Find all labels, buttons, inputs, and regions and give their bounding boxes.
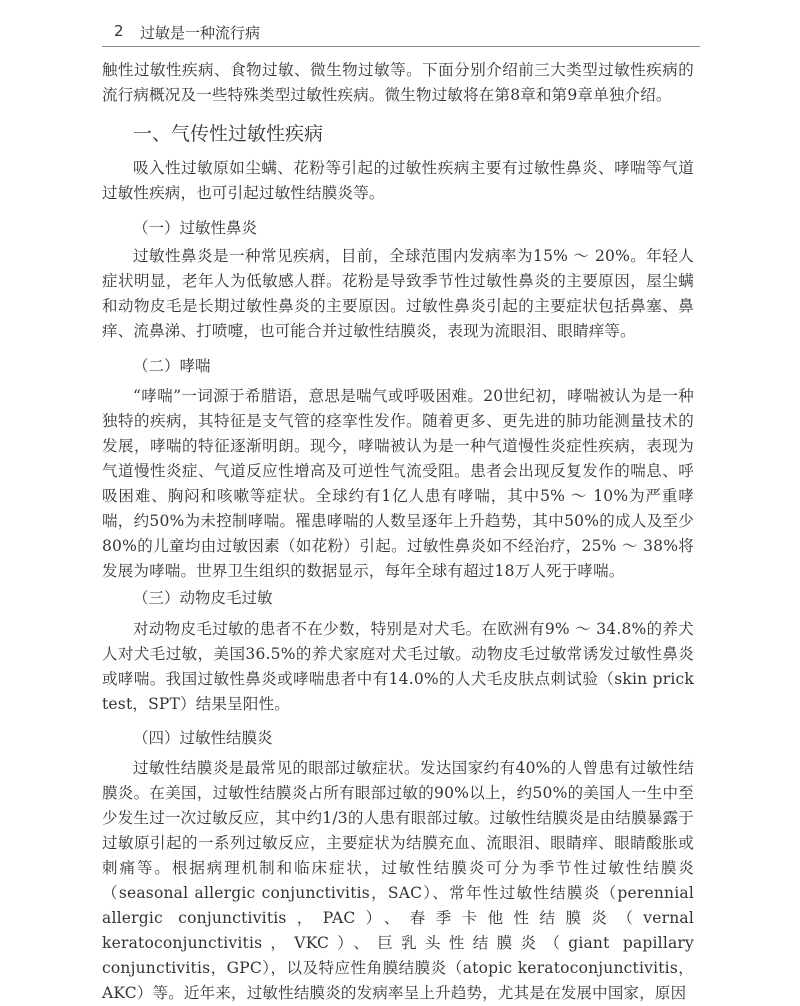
subsection-heading-animal-dander: （三）动物皮毛过敏 xyxy=(133,589,273,607)
page-number: 2 xyxy=(114,22,124,40)
page-header xyxy=(102,20,700,47)
running-title: 过敏是一种流行病 xyxy=(140,24,261,42)
section-heading-airborne: 一、气传性过敏性疾病 xyxy=(133,123,324,145)
rhinitis-paragraph: 过敏性鼻炎是一种常见疾病，目前，全球范围内发病率为15% ～ 20%。年轻人症状明显，老年人为低敏感人群。花粉是导致季节性过敏性鼻炎的主要原因，屋尘螨和动物皮毛是长期过敏性鼻炎的主要原因。过敏性鼻炎引起的主要症状包括鼻塞、鼻痒、流鼻涕、打喷嚏，也可能合并过敏性结膜炎，表现为流眼泪、眼睛痒等。 xyxy=(102,247,694,340)
subsection-heading-conjunctivitis: （四）过敏性结膜炎 xyxy=(133,729,273,747)
conjunctivitis-paragraph: 过敏性结膜炎是最常见的眼部过敏症状。发达国家约有40%的人曾患有过敏性结膜炎。在美国，过敏性结膜炎占所有眼部过敏的90%以上，约50%的美国人一生中至少发生过一次过敏反应，其中约1/3的人患有眼部过敏。过敏性结膜炎是由结膜暴露于过敏原引起的一系列过敏反应，主要症状为结膜充血、流眼泪、眼睛痒、眼睛酸胀或刺痛等。根据病理机制和临床症状，过敏性结膜炎可分为季节性过敏性结膜炎（seasonal allergic conjunctivitis，SAC）、常年性过敏性结膜炎（perennial allergic conjunctivitis，PAC）、春季卡他性结膜炎（vernal keratoconjunctivitis，VKC）、巨乳头性结膜炎（giant papillary conjunctivitis，GPC），以及特应性角膜结膜炎（atopic keratoconjunctivitis，AKC）等。近年来，过敏性结膜炎的发病率呈上升趋势，尤其是在发展中国家，原因 xyxy=(102,759,694,1002)
animal-dander-paragraph: 对动物皮毛过敏的患者不在少数，特别是对犬毛。在欧洲有9% ～ 34.8%的养犬人对犬毛过敏，美国36.5%的养犬家庭对犬毛过敏。动物皮毛过敏常诱发过敏性鼻炎或哮喘。我国过敏性鼻炎或哮喘患者中有14.0%的人犬毛皮肤点刺试验（skin prick test，SPT）结果呈阳性。 xyxy=(102,620,694,713)
subsection-heading-rhinitis: （一）过敏性鼻炎 xyxy=(133,219,258,237)
intro-paragraph: 触性过敏性疾病、食物过敏、微生物过敏等。下面分别介绍前三大类型过敏性疾病的流行病概况及一些特殊类型过敏性疾病。微生物过敏将在第8章和第9章单独介绍。 xyxy=(102,61,694,104)
subsection-heading-asthma: （二）哮喘 xyxy=(133,357,211,375)
asthma-paragraph: “哮喘”一词源于希腊语，意思是喘气或呼吸困难。20世纪初，哮喘被认为是一种独特的疾病，其特征是支气管的痉挛性发作。随着更多、更先进的肺功能测量技术的发展，哮喘的特征逐渐明朗。现今，哮喘被认为是一种气道慢性炎症性疾病，表现为气道慢性炎症、气道反应性增高及可逆性气流受阻。患者会出现反复发作的喘息、呼吸困难、胸闷和咳嗽等症状。全球约有1亿人患有哮喘，其中5% ～ 10%为严重哮喘，约50%为未控制哮喘。罹患哮喘的人数呈逐年上升趋势，其中50%的成人及至少80%的儿童均由过敏因素（如花粉）引起。过敏性鼻炎如不经治疗，25% ～ 38%将发展为哮喘。世界卫生组织的数据显示，每年全球有超过18万人死于哮喘。 xyxy=(102,387,694,580)
section-intro-paragraph: 吸入性过敏原如尘螨、花粉等引起的过敏性疾病主要有过敏性鼻炎、哮喘等气道过敏性疾病，也可引起过敏性结膜炎等。 xyxy=(102,159,694,202)
